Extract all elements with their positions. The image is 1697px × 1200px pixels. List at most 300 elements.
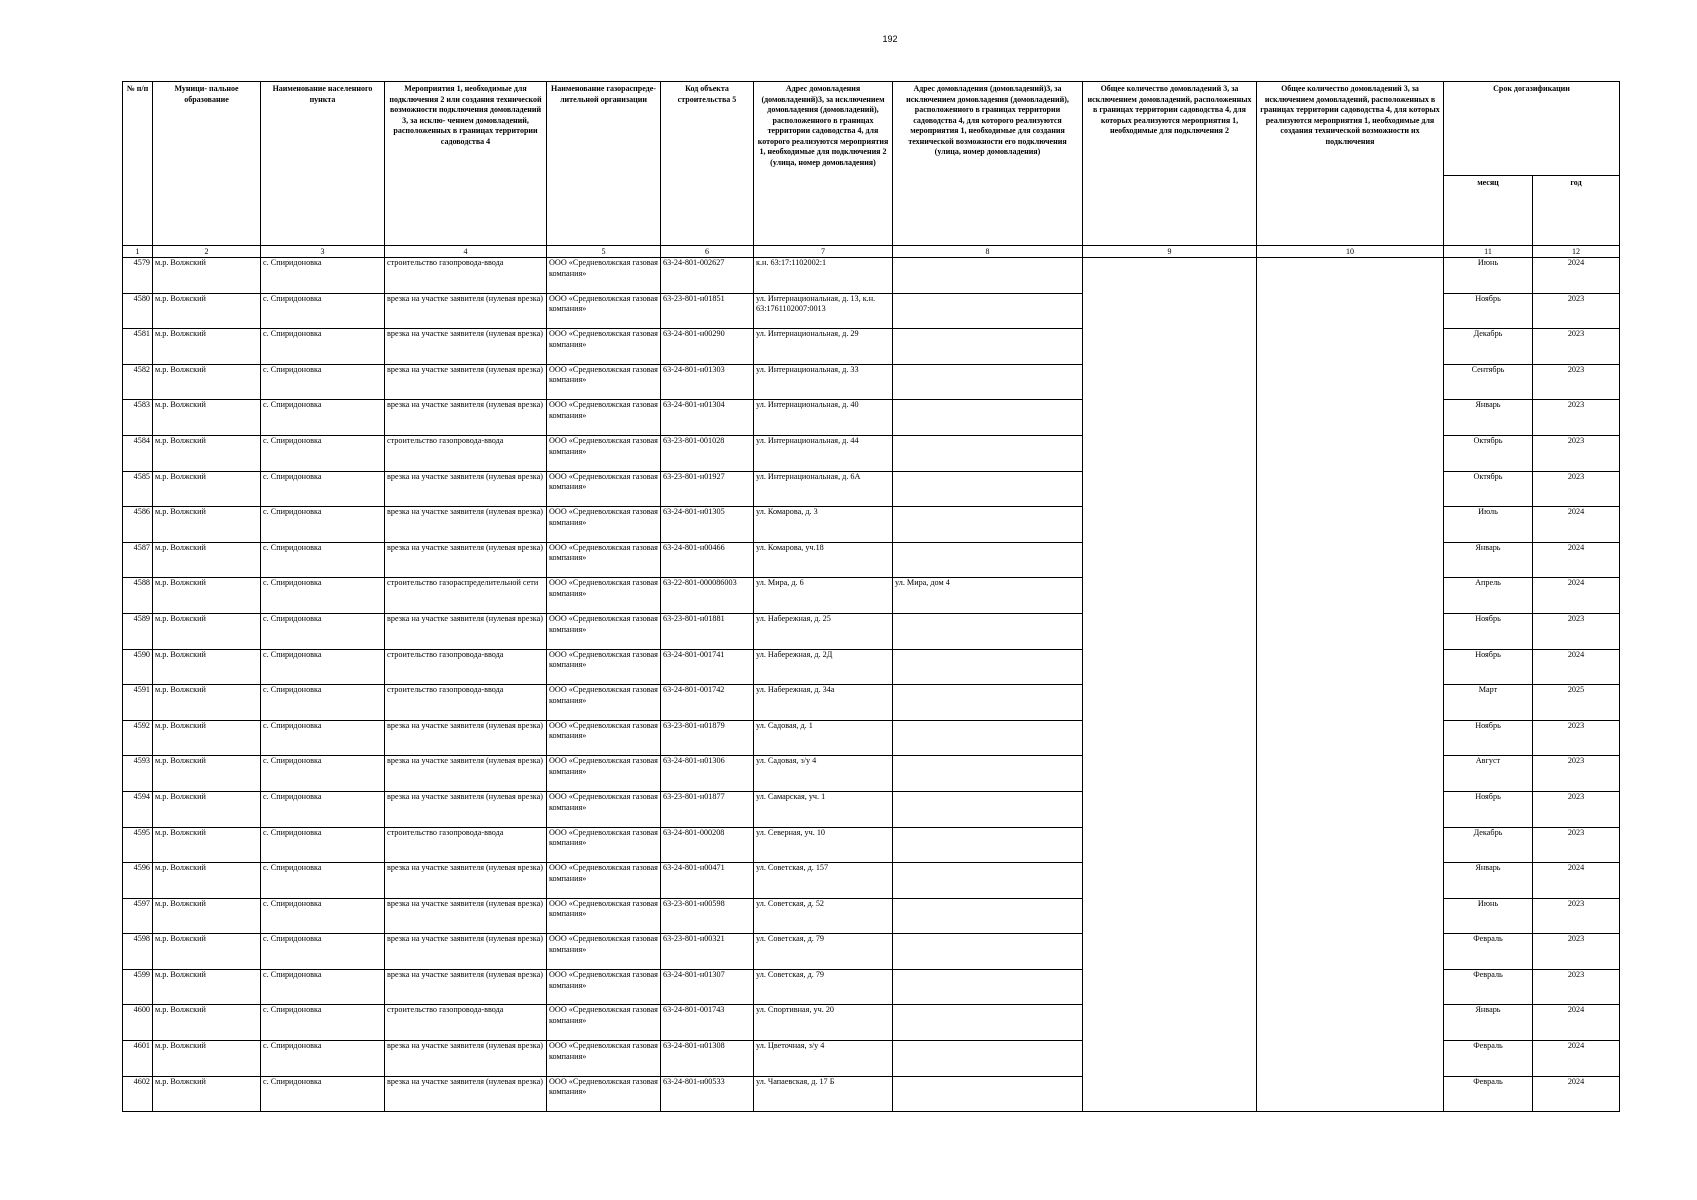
municipality: м.р. Волжский [153,364,261,400]
count-technical [1257,293,1444,329]
municipality: м.р. Волжский [153,1076,261,1112]
event: строительство газопровода-ввода [385,1005,547,1041]
column-number: 7 [754,246,893,258]
deadline-year: 2024 [1533,578,1620,614]
municipality: м.р. Волжский [153,258,261,294]
settlement: с. Спиридоновка [261,898,385,934]
municipality: м.р. Волжский [153,863,261,899]
row-number: 4585 [123,471,153,507]
deadline-month: Август [1444,756,1533,792]
table-row [123,578,1620,614]
gas-organization: ООО «Средневолжская газовая компания» [547,293,661,329]
settlement: с. Спиридоновка [261,649,385,685]
count-technical [1257,364,1444,400]
gas-organization: ООО «Средневолжская газовая компания» [547,791,661,827]
row-number: 4587 [123,542,153,578]
count-connection [1083,863,1257,899]
count-technical [1257,578,1444,614]
object-code: 63-24-801-н00290 [661,329,754,365]
address-connection: ул. Спортивная, уч. 20 [754,1005,893,1041]
count-connection [1083,542,1257,578]
gas-organization: ООО «Средневолжская газовая компания» [547,1005,661,1041]
gas-organization: ООО «Средневолжская газовая компания» [547,364,661,400]
address-connection: ул. Набережная, д. 25 [754,613,893,649]
count-connection [1083,1076,1257,1112]
settlement: с. Спиридоновка [261,1041,385,1077]
municipality: м.р. Волжский [153,507,261,543]
table-row [123,791,1620,827]
gas-organization: ООО «Средневолжская газовая компания» [547,1041,661,1077]
deadline-month: Октябрь [1444,471,1533,507]
municipality: м.р. Волжский [153,613,261,649]
address-connection: к.н. 63:17:1102002:1 [754,258,893,294]
settlement: с. Спиридоновка [261,329,385,365]
object-code: 63-23-801-н01881 [661,613,754,649]
address-technical [893,685,1083,721]
object-code: 63-24-801-000208 [661,827,754,863]
table-row [123,258,1620,294]
deadline-year: 2024 [1533,258,1620,294]
row-number: 4588 [123,578,153,614]
gas-organization: ООО «Средневолжская газовая компания» [547,898,661,934]
address-connection: ул. Интернациональная, д. 29 [754,329,893,365]
deadline-month: Ноябрь [1444,613,1533,649]
header-deadline: Срок догазификации [1444,82,1620,176]
deadline-year: 2023 [1533,435,1620,471]
deadline-month: Февраль [1444,1041,1533,1077]
deadline-month: Февраль [1444,969,1533,1005]
deadline-year: 2023 [1533,613,1620,649]
table-row [123,1041,1620,1077]
settlement: с. Спиридоновка [261,507,385,543]
deadline-year: 2024 [1533,507,1620,543]
event: врезка на участке заявителя (нулевая врезка) [385,791,547,827]
event: врезка на участке заявителя (нулевая врезка) [385,969,547,1005]
count-connection [1083,613,1257,649]
count-connection [1083,1005,1257,1041]
column-number: 1 [123,246,153,258]
event: врезка на участке заявителя (нулевая врезка) [385,329,547,365]
table-row [123,507,1620,543]
event: врезка на участке заявителя (нулевая врезка) [385,1076,547,1112]
address-technical: ул. Мира, дом 4 [893,578,1083,614]
deadline-month: Октябрь [1444,435,1533,471]
deadline-month: Февраль [1444,1076,1533,1112]
settlement: с. Спиридоновка [261,720,385,756]
address-technical [893,329,1083,365]
row-number: 4582 [123,364,153,400]
address-technical [893,863,1083,899]
settlement: с. Спиридоновка [261,258,385,294]
address-connection: ул. Советская, д. 79 [754,934,893,970]
gas-organization: ООО «Средневолжская газовая компания» [547,400,661,436]
column-number: 10 [1257,246,1444,258]
table-row [123,898,1620,934]
count-technical [1257,969,1444,1005]
address-technical [893,400,1083,436]
count-technical [1257,863,1444,899]
address-technical [893,613,1083,649]
count-technical [1257,400,1444,436]
object-code: 63-24-801-н01307 [661,969,754,1005]
deadline-year: 2023 [1533,293,1620,329]
table-row [123,685,1620,721]
table-row [123,400,1620,436]
object-code: 63-23-801-н01877 [661,791,754,827]
event: врезка на участке заявителя (нулевая врезка) [385,934,547,970]
count-technical [1257,685,1444,721]
municipality: м.р. Волжский [153,827,261,863]
settlement: с. Спиридоновка [261,685,385,721]
settlement: с. Спиридоновка [261,542,385,578]
row-number: 4599 [123,969,153,1005]
deadline-month: Февраль [1444,934,1533,970]
address-technical [893,791,1083,827]
header-col-6: Код объекта строительства 5 [661,82,754,246]
event: врезка на участке заявителя (нулевая врезка) [385,507,547,543]
row-number: 4581 [123,329,153,365]
header-col-8: Адрес домовладения (домовладений)3, за исключением домовладения (домовладений), расположенного в границах территории садоводства 4, для которого реализуются мероприятия 1, необходимые для создания технической возможности его подключения (улица, номер домовладения) [893,82,1083,246]
count-technical [1257,507,1444,543]
row-number: 4586 [123,507,153,543]
count-connection [1083,898,1257,934]
deadline-year: 2023 [1533,400,1620,436]
deadline-year: 2023 [1533,898,1620,934]
event: врезка на участке заявителя (нулевая врезка) [385,542,547,578]
gas-organization: ООО «Средневолжская газовая компания» [547,471,661,507]
municipality: м.р. Волжский [153,578,261,614]
header-col-10: Общее количество домовладений 3, за исключением домовладений, расположенных в границах территории садоводства 4, для которых реализуются мероприятия 1, необходимые для создания технической возможности их подключения [1257,82,1444,246]
count-connection [1083,827,1257,863]
count-connection [1083,791,1257,827]
row-number: 4600 [123,1005,153,1041]
row-number: 4579 [123,258,153,294]
address-technical [893,542,1083,578]
address-technical [893,649,1083,685]
deadline-year: 2025 [1533,685,1620,721]
event: врезка на участке заявителя (нулевая врезка) [385,471,547,507]
deadline-month: Ноябрь [1444,720,1533,756]
header-col-9: Общее количество домовладений 3, за исключением домовладений, расположенных в границах территории садоводства 4, для которых реализуются мероприятия 1, необходимые для подключения 2 [1083,82,1257,246]
event: строительство газопровода-ввода [385,649,547,685]
count-technical [1257,898,1444,934]
table-row [123,720,1620,756]
deadline-year: 2023 [1533,720,1620,756]
count-technical [1257,827,1444,863]
event: врезка на участке заявителя (нулевая врезка) [385,400,547,436]
municipality: м.р. Волжский [153,685,261,721]
address-connection: ул. Советская, д. 79 [754,969,893,1005]
count-connection [1083,649,1257,685]
address-connection: ул. Советская, д. 157 [754,863,893,899]
table-row [123,863,1620,899]
gasification-table [122,81,1620,1112]
page-number: 192 [882,34,898,44]
count-connection [1083,329,1257,365]
object-code: 63-24-801-н00471 [661,863,754,899]
deadline-year: 2023 [1533,756,1620,792]
header-col-5: Наименование газораспреде- лительной организации [547,82,661,246]
table-row [123,969,1620,1005]
gas-organization: ООО «Средневолжская газовая компания» [547,756,661,792]
address-technical [893,1076,1083,1112]
count-technical [1257,756,1444,792]
deadline-year: 2023 [1533,471,1620,507]
event: врезка на участке заявителя (нулевая врезка) [385,720,547,756]
settlement: с. Спиридоновка [261,1076,385,1112]
deadline-month: Июнь [1444,258,1533,294]
object-code: 63-23-801-001028 [661,435,754,471]
settlement: с. Спиридоновка [261,578,385,614]
row-number: 4584 [123,435,153,471]
table-row [123,329,1620,365]
row-number: 4594 [123,791,153,827]
event: врезка на участке заявителя (нулевая врезка) [385,863,547,899]
count-technical [1257,258,1444,294]
deadline-year: 2024 [1533,649,1620,685]
header-month: месяц [1444,176,1533,246]
gas-organization: ООО «Средневолжская газовая компания» [547,578,661,614]
deadline-year: 2023 [1533,827,1620,863]
gas-organization: ООО «Средневолжская газовая компания» [547,329,661,365]
event: строительство газопровода-ввода [385,258,547,294]
count-technical [1257,613,1444,649]
address-connection: ул. Комарова, д. 3 [754,507,893,543]
gas-organization: ООО «Средневолжская газовая компания» [547,258,661,294]
address-technical [893,934,1083,970]
row-number: 4591 [123,685,153,721]
event: врезка на участке заявителя (нулевая врезка) [385,756,547,792]
table-row [123,364,1620,400]
address-connection: ул. Интернациональная, д. 40 [754,400,893,436]
settlement: с. Спиридоновка [261,827,385,863]
municipality: м.р. Волжский [153,471,261,507]
address-technical [893,898,1083,934]
count-technical [1257,934,1444,970]
deadline-month: Январь [1444,1005,1533,1041]
count-connection [1083,435,1257,471]
row-number: 4602 [123,1076,153,1112]
header-col-3: Наименование населенного пункта [261,82,385,246]
address-technical [893,258,1083,294]
settlement: с. Спиридоновка [261,364,385,400]
address-connection: ул. Комарова, уч.18 [754,542,893,578]
address-technical [893,364,1083,400]
address-connection: ул. Интернациональная, д. 44 [754,435,893,471]
object-code: 63-24-801-н01305 [661,507,754,543]
deadline-month: Июль [1444,507,1533,543]
gas-organization: ООО «Средневолжская газовая компания» [547,827,661,863]
municipality: м.р. Волжский [153,329,261,365]
object-code: 63-24-801-001741 [661,649,754,685]
deadline-year: 2023 [1533,969,1620,1005]
gas-organization: ООО «Средневолжская газовая компания» [547,542,661,578]
count-connection [1083,969,1257,1005]
deadline-year: 2023 [1533,329,1620,365]
settlement: с. Спиридоновка [261,1005,385,1041]
address-connection: ул. Набережная, д. 34а [754,685,893,721]
deadline-year: 2023 [1533,364,1620,400]
settlement: с. Спиридоновка [261,400,385,436]
municipality: м.р. Волжский [153,969,261,1005]
count-connection [1083,578,1257,614]
count-technical [1257,542,1444,578]
header-col-4: Мероприятия 1, необходимые для подключения 2 или создания технической возможности подключения домовладений 3, за исклю- чением домовладений, расположенных в границах территории садоводства 4 [385,82,547,246]
address-technical [893,1005,1083,1041]
column-number: 5 [547,246,661,258]
row-number: 4596 [123,863,153,899]
address-connection: ул. Чапаевская, д. 17 Б [754,1076,893,1112]
header-col-7: Адрес домовладения (домовладений)3, за исключением домовладения (домовладений), расположенного в границах территории садоводства 4, для которого реализуются мероприятия 1, необходимые для подключения 2 (улица, номер домовладения) [754,82,893,246]
address-technical [893,293,1083,329]
event: строительство газопровода-ввода [385,827,547,863]
count-connection [1083,934,1257,970]
count-technical [1257,720,1444,756]
address-connection: ул. Садовая, д. 1 [754,720,893,756]
object-code: 63-24-801-н01304 [661,400,754,436]
address-technical [893,827,1083,863]
settlement: с. Спиридоновка [261,934,385,970]
municipality: м.р. Волжский [153,649,261,685]
event: строительство газопровода-ввода [385,685,547,721]
event: строительство газопровода-ввода [385,435,547,471]
gas-organization: ООО «Средневолжская газовая компания» [547,969,661,1005]
settlement: с. Спиридоновка [261,863,385,899]
header-col-1: № п/п [123,82,153,246]
table-row [123,649,1620,685]
municipality: м.р. Волжский [153,756,261,792]
deadline-year: 2023 [1533,934,1620,970]
column-number: 4 [385,246,547,258]
municipality: м.р. Волжский [153,934,261,970]
address-connection: ул. Интернациональная, д. 33 [754,364,893,400]
settlement: с. Спиридоновка [261,293,385,329]
deadline-month: Январь [1444,542,1533,578]
deadline-month: Декабрь [1444,329,1533,365]
column-number-row [123,246,1620,258]
settlement: с. Спиридоновка [261,471,385,507]
event: врезка на участке заявителя (нулевая врезка) [385,898,547,934]
count-connection [1083,364,1257,400]
address-technical [893,471,1083,507]
object-code: 63-24-801-001743 [661,1005,754,1041]
address-technical [893,969,1083,1005]
address-technical [893,507,1083,543]
settlement: с. Спиридоновка [261,435,385,471]
object-code: 63-23-801-н00321 [661,934,754,970]
count-technical [1257,435,1444,471]
table-row [123,1076,1620,1112]
table-row [123,756,1620,792]
address-technical [893,756,1083,792]
event: врезка на участке заявителя (нулевая врезка) [385,364,547,400]
row-number: 4580 [123,293,153,329]
count-technical [1257,329,1444,365]
column-number: 2 [153,246,261,258]
object-code: 63-24-801-н01306 [661,756,754,792]
municipality: м.р. Волжский [153,1005,261,1041]
event: строительство газораспределительной сети [385,578,547,614]
count-technical [1257,471,1444,507]
settlement: с. Спиридоновка [261,756,385,792]
gas-organization: ООО «Средневолжская газовая компания» [547,613,661,649]
object-code: 63-22-801-000086003 [661,578,754,614]
count-connection [1083,400,1257,436]
address-technical [893,1041,1083,1077]
row-number: 4598 [123,934,153,970]
row-number: 4592 [123,720,153,756]
deadline-month: Июнь [1444,898,1533,934]
count-technical [1257,791,1444,827]
row-number: 4597 [123,898,153,934]
municipality: м.р. Волжский [153,400,261,436]
table-row [123,827,1620,863]
row-number: 4590 [123,649,153,685]
header-year: год [1533,176,1620,246]
count-connection [1083,720,1257,756]
address-connection: ул. Советская, д. 52 [754,898,893,934]
address-connection: ул. Набережная, д. 2Д [754,649,893,685]
event: врезка на участке заявителя (нулевая врезка) [385,1041,547,1077]
event: врезка на участке заявителя (нулевая врезка) [385,293,547,329]
row-number: 4589 [123,613,153,649]
count-connection [1083,1041,1257,1077]
count-technical [1257,1005,1444,1041]
deadline-month: Ноябрь [1444,649,1533,685]
address-connection: ул. Северная, уч. 10 [754,827,893,863]
count-connection [1083,756,1257,792]
address-connection: ул. Самарская, уч. 1 [754,791,893,827]
gas-organization: ООО «Средневолжская газовая компания» [547,720,661,756]
column-number: 6 [661,246,754,258]
address-connection: ул. Садовая, з/у 4 [754,756,893,792]
deadline-month: Декабрь [1444,827,1533,863]
object-code: 63-23-801-н01927 [661,471,754,507]
deadline-year: 2024 [1533,863,1620,899]
municipality: м.р. Волжский [153,791,261,827]
address-connection: ул. Интернациональная, д. 6А [754,471,893,507]
count-technical [1257,1076,1444,1112]
row-number: 4583 [123,400,153,436]
count-connection [1083,471,1257,507]
gas-organization: ООО «Средневолжская газовая компания» [547,863,661,899]
column-number: 9 [1083,246,1257,258]
count-connection [1083,685,1257,721]
address-connection: ул. Интернациональная, д. 13, к.н. 63:1761102007:0013 [754,293,893,329]
deadline-month: Январь [1444,863,1533,899]
deadline-month: Апрель [1444,578,1533,614]
column-number: 11 [1444,246,1533,258]
object-code: 63-23-801-н01879 [661,720,754,756]
table-row [123,613,1620,649]
gas-organization: ООО «Средневолжская газовая компания» [547,649,661,685]
address-technical [893,720,1083,756]
municipality: м.р. Волжский [153,542,261,578]
object-code: 63-23-801-н00598 [661,898,754,934]
column-number: 3 [261,246,385,258]
gas-organization: ООО «Средневолжская газовая компания» [547,934,661,970]
municipality: м.р. Волжский [153,898,261,934]
deadline-month: Ноябрь [1444,293,1533,329]
table-row [123,435,1620,471]
column-number: 12 [1533,246,1620,258]
deadline-year: 2023 [1533,791,1620,827]
address-technical [893,435,1083,471]
settlement: с. Спиридоновка [261,791,385,827]
object-code: 63-24-801-001742 [661,685,754,721]
table-body [123,258,1620,1112]
deadline-month: Январь [1444,400,1533,436]
